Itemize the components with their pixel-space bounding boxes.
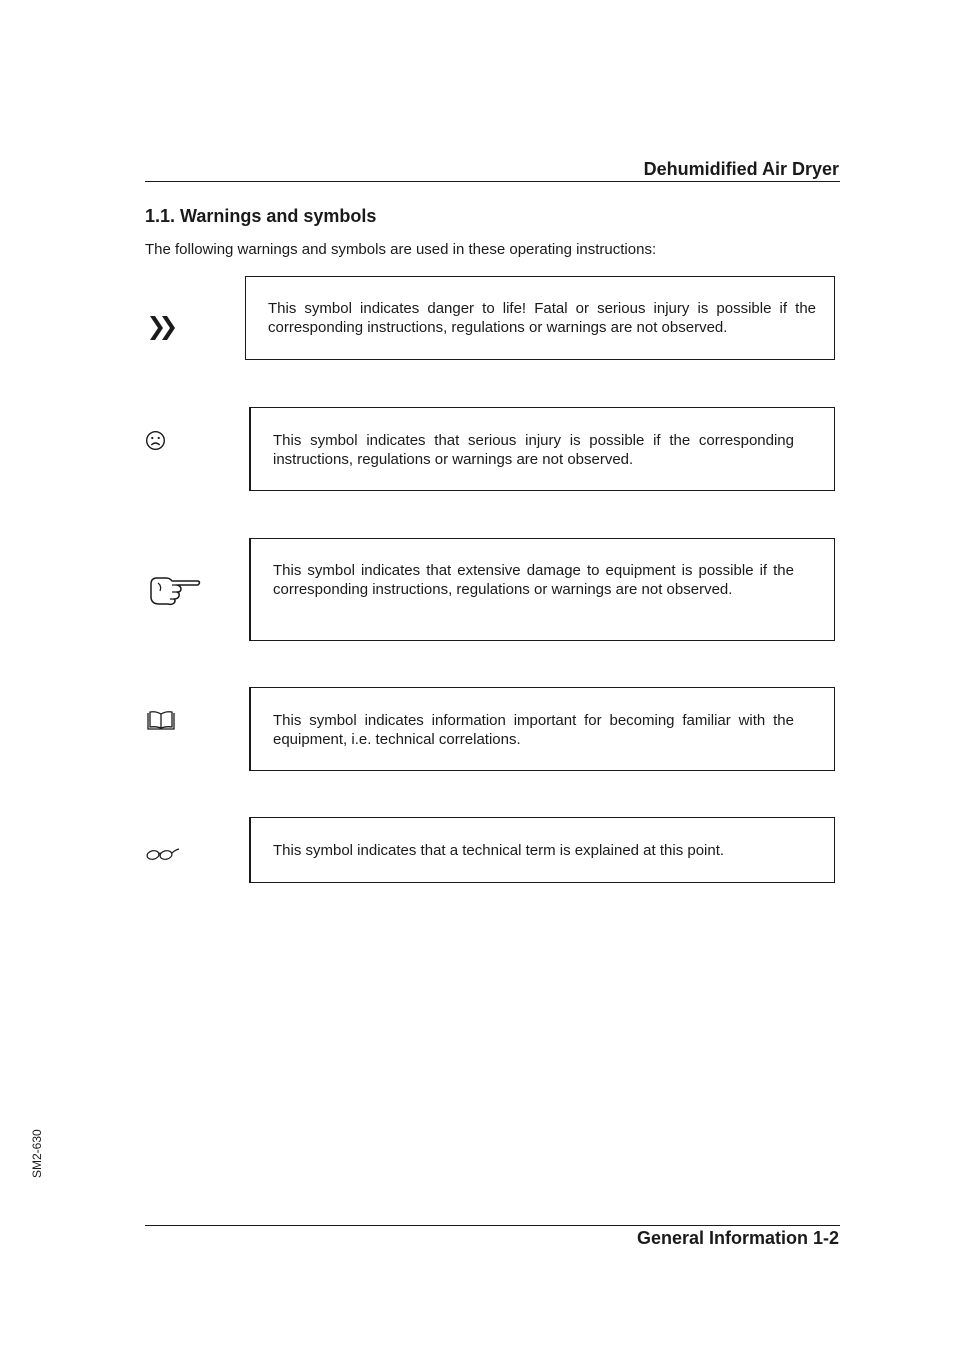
warning-box-technical-term: [249, 817, 835, 883]
eyeglasses-icon: [145, 845, 181, 863]
warning-box-information: [249, 687, 835, 771]
warning-text-injury: This symbol indicates that serious injury is possible if the corresponding instructions, regulations or warnings are not observed.: [273, 432, 794, 469]
warning-box-danger: [245, 276, 835, 360]
warning-text-damage: This symbol indicates that extensive damage to equipment is possible if the corresponding instructions, regulations or warnings are not observed.: [273, 562, 794, 599]
warning-text-information: This symbol indicates information important for becoming familiar with the equipment, i.e. technical correlations.: [273, 712, 794, 749]
header-divider: [145, 181, 840, 182]
section-intro: The following warnings and symbols are used in these operating instructions:: [145, 241, 657, 258]
open-book-icon: [146, 710, 176, 732]
running-header-title: Dehumidified Air Dryer: [643, 159, 839, 179]
warning-box-damage: [249, 538, 835, 641]
warning-text-technical-term: This symbol indicates that a technical term is explained at this point.: [273, 842, 725, 859]
running-footer-title: General Information 1-2: [636, 1228, 839, 1248]
warning-text-danger: This symbol indicates danger to life! Fatal or serious injury is possible if the corresponding instructions, regulations or warnings are not observed.: [268, 300, 816, 337]
warning-box-injury: [249, 407, 835, 491]
frowning-face-icon: [145, 430, 166, 451]
pointing-hand-icon: [148, 574, 202, 606]
document-code: SM2-630: [30, 1129, 44, 1178]
section-heading: 1.1. Warnings and symbols: [145, 206, 377, 226]
double-chevron-danger-icon: [148, 315, 178, 341]
footer-divider: [145, 1225, 840, 1226]
